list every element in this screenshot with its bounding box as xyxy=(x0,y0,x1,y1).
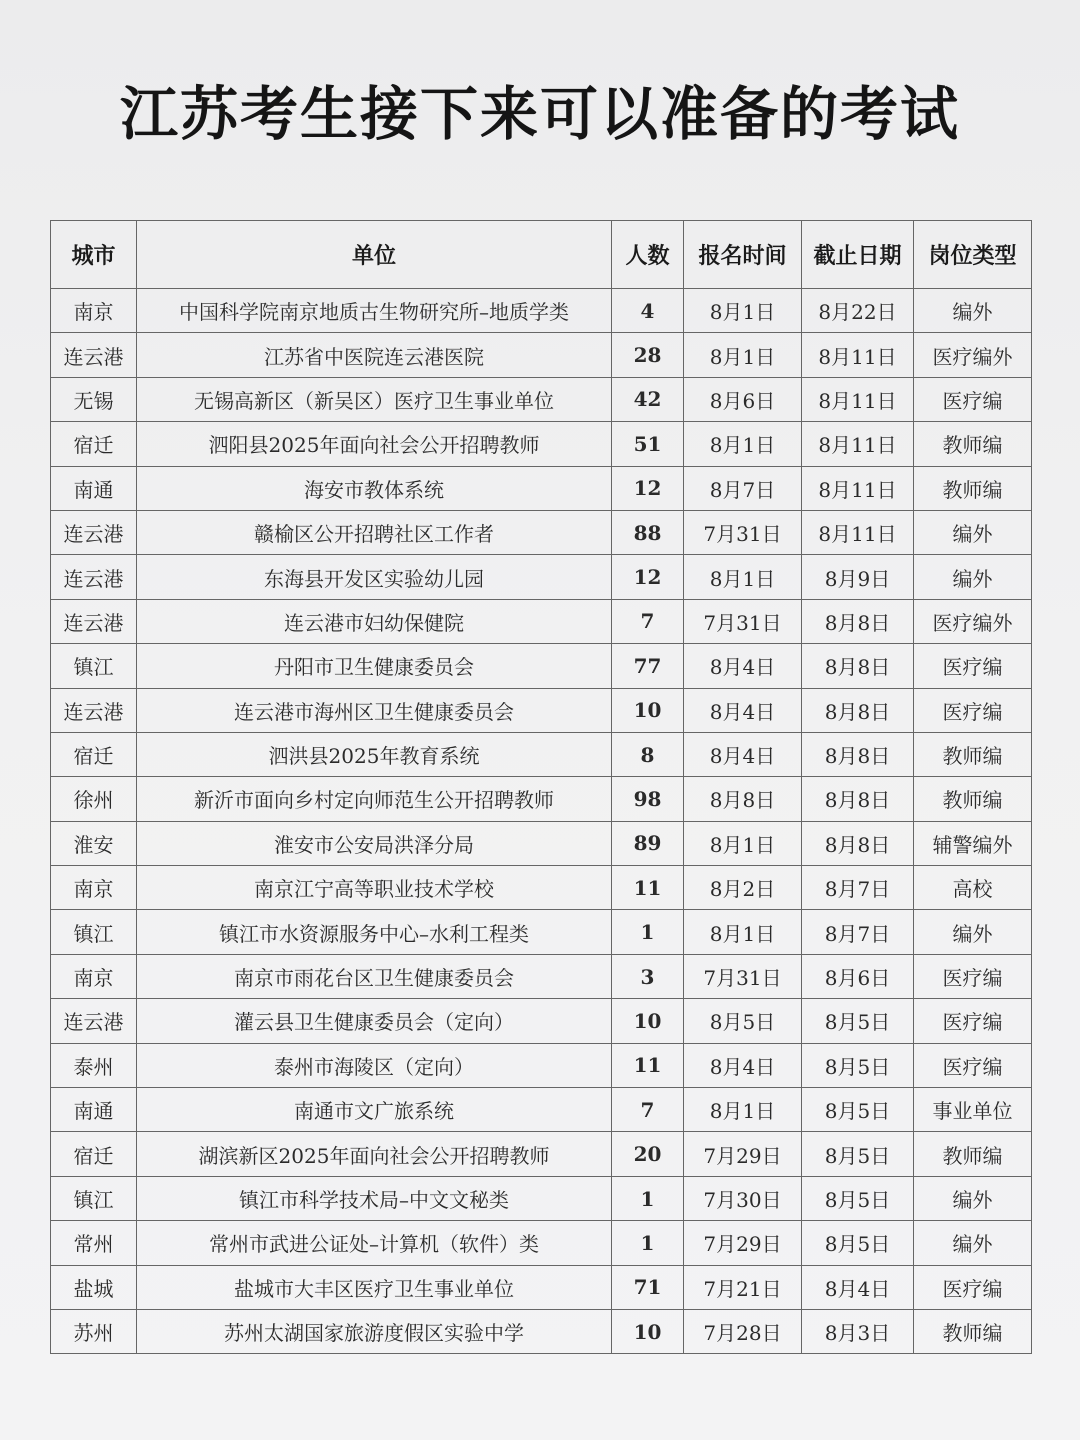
cell-city: 连云港 xyxy=(51,333,137,377)
cell-unit: 连云港市妇幼保健院 xyxy=(137,599,612,643)
cell-registration-date: 7月29日 xyxy=(684,1132,802,1176)
cell-registration-date: 8月8日 xyxy=(684,777,802,821)
cell-city: 南京 xyxy=(51,866,137,910)
cell-unit: 镇江市水资源服务中心–水利工程类 xyxy=(137,910,612,954)
table-row xyxy=(51,1221,1032,1265)
cell-position-type: 医疗编外 xyxy=(914,599,1032,643)
cell-unit: 新沂市面向乡村定向师范生公开招聘教师 xyxy=(137,777,612,821)
cell-count: 12 xyxy=(612,555,684,599)
cell-count: 4 xyxy=(612,289,684,333)
column-header-position-type: 岗位类型 xyxy=(914,221,1032,289)
cell-city: 常州 xyxy=(51,1221,137,1265)
cell-unit: 镇江市科学技术局–中文文秘类 xyxy=(137,1176,612,1220)
column-header-deadline: 截止日期 xyxy=(802,221,914,289)
cell-deadline: 8月9日 xyxy=(802,555,914,599)
column-header-unit: 单位 xyxy=(137,221,612,289)
cell-city: 连云港 xyxy=(51,688,137,732)
cell-deadline: 8月8日 xyxy=(802,732,914,776)
cell-position-type: 教师编 xyxy=(914,1309,1032,1353)
table-body xyxy=(51,289,1032,1354)
column-header-registration-date: 报名时间 xyxy=(684,221,802,289)
cell-count: 89 xyxy=(612,821,684,865)
cell-position-type: 编外 xyxy=(914,555,1032,599)
cell-unit: 连云港市海州区卫生健康委员会 xyxy=(137,688,612,732)
cell-city: 镇江 xyxy=(51,1176,137,1220)
cell-deadline: 8月8日 xyxy=(802,644,914,688)
cell-deadline: 8月7日 xyxy=(802,910,914,954)
cell-registration-date: 7月21日 xyxy=(684,1265,802,1309)
cell-city: 南通 xyxy=(51,1088,137,1132)
cell-registration-date: 8月7日 xyxy=(684,466,802,510)
cell-unit: 江苏省中医院连云港医院 xyxy=(137,333,612,377)
cell-unit: 苏州太湖国家旅游度假区实验中学 xyxy=(137,1309,612,1353)
cell-deadline: 8月4日 xyxy=(802,1265,914,1309)
cell-registration-date: 8月2日 xyxy=(684,866,802,910)
table-row xyxy=(51,1265,1032,1309)
cell-count: 71 xyxy=(612,1265,684,1309)
cell-city: 无锡 xyxy=(51,377,137,421)
cell-city: 连云港 xyxy=(51,599,137,643)
cell-city: 宿迁 xyxy=(51,732,137,776)
cell-position-type: 医疗编 xyxy=(914,644,1032,688)
table-row xyxy=(51,555,1032,599)
cell-position-type: 医疗编 xyxy=(914,688,1032,732)
page-title: 江苏考生接下来可以准备的考试 xyxy=(119,80,960,148)
table-row xyxy=(51,377,1032,421)
cell-deadline: 8月8日 xyxy=(802,821,914,865)
cell-registration-date: 7月31日 xyxy=(684,599,802,643)
table-row xyxy=(51,289,1032,333)
cell-unit: 赣榆区公开招聘社区工作者 xyxy=(137,510,612,554)
cell-registration-date: 8月4日 xyxy=(684,644,802,688)
cell-registration-date: 8月5日 xyxy=(684,999,802,1043)
column-header-count: 人数 xyxy=(612,221,684,289)
cell-position-type: 教师编 xyxy=(914,777,1032,821)
cell-count: 1 xyxy=(612,1221,684,1265)
cell-registration-date: 8月1日 xyxy=(684,289,802,333)
cell-count: 10 xyxy=(612,999,684,1043)
cell-city: 南京 xyxy=(51,289,137,333)
cell-registration-date: 8月1日 xyxy=(684,333,802,377)
cell-registration-date: 7月31日 xyxy=(684,954,802,998)
table-row xyxy=(51,644,1032,688)
table-row xyxy=(51,466,1032,510)
cell-deadline: 8月7日 xyxy=(802,866,914,910)
table-row xyxy=(51,821,1032,865)
cell-registration-date: 8月1日 xyxy=(684,422,802,466)
cell-deadline: 8月8日 xyxy=(802,777,914,821)
cell-count: 11 xyxy=(612,866,684,910)
cell-unit: 无锡高新区（新吴区）医疗卫生事业单位 xyxy=(137,377,612,421)
cell-city: 徐州 xyxy=(51,777,137,821)
cell-unit: 南通市文广旅系统 xyxy=(137,1088,612,1132)
cell-deadline: 8月5日 xyxy=(802,1043,914,1087)
cell-position-type: 编外 xyxy=(914,1176,1032,1220)
cell-city: 南通 xyxy=(51,466,137,510)
cell-count: 42 xyxy=(612,377,684,421)
cell-unit: 南京江宁高等职业技术学校 xyxy=(137,866,612,910)
cell-position-type: 医疗编外 xyxy=(914,333,1032,377)
cell-position-type: 事业单位 xyxy=(914,1088,1032,1132)
table-row xyxy=(51,599,1032,643)
cell-unit: 淮安市公安局洪泽分局 xyxy=(137,821,612,865)
cell-deadline: 8月6日 xyxy=(802,954,914,998)
cell-unit: 灌云县卫生健康委员会（定向） xyxy=(137,999,612,1043)
cell-count: 3 xyxy=(612,954,684,998)
cell-position-type: 辅警编外 xyxy=(914,821,1032,865)
cell-position-type: 高校 xyxy=(914,866,1032,910)
cell-count: 20 xyxy=(612,1132,684,1176)
table-row xyxy=(51,1309,1032,1353)
table-row xyxy=(51,1176,1032,1220)
cell-count: 1 xyxy=(612,1176,684,1220)
table-row xyxy=(51,866,1032,910)
cell-deadline: 8月11日 xyxy=(802,466,914,510)
cell-city: 连云港 xyxy=(51,555,137,599)
cell-deadline: 8月22日 xyxy=(802,289,914,333)
cell-unit: 泗阳县2025年面向社会公开招聘教师 xyxy=(137,422,612,466)
cell-deadline: 8月11日 xyxy=(802,377,914,421)
table-row xyxy=(51,954,1032,998)
cell-registration-date: 8月1日 xyxy=(684,555,802,599)
cell-registration-date: 7月31日 xyxy=(684,510,802,554)
cell-city: 泰州 xyxy=(51,1043,137,1087)
cell-deadline: 8月5日 xyxy=(802,1088,914,1132)
cell-position-type: 编外 xyxy=(914,289,1032,333)
cell-count: 98 xyxy=(612,777,684,821)
cell-city: 宿迁 xyxy=(51,1132,137,1176)
cell-position-type: 教师编 xyxy=(914,422,1032,466)
cell-city: 镇江 xyxy=(51,910,137,954)
cell-city: 盐城 xyxy=(51,1265,137,1309)
cell-count: 10 xyxy=(612,1309,684,1353)
cell-position-type: 编外 xyxy=(914,910,1032,954)
cell-count: 77 xyxy=(612,644,684,688)
cell-deadline: 8月3日 xyxy=(802,1309,914,1353)
cell-registration-date: 7月28日 xyxy=(684,1309,802,1353)
cell-deadline: 8月5日 xyxy=(802,1221,914,1265)
table-row xyxy=(51,777,1032,821)
cell-count: 8 xyxy=(612,732,684,776)
cell-city: 连云港 xyxy=(51,999,137,1043)
cell-city: 宿迁 xyxy=(51,422,137,466)
cell-registration-date: 8月1日 xyxy=(684,1088,802,1132)
table-row xyxy=(51,1088,1032,1132)
table-row xyxy=(51,510,1032,554)
cell-registration-date: 7月30日 xyxy=(684,1176,802,1220)
table-row xyxy=(51,422,1032,466)
cell-count: 88 xyxy=(612,510,684,554)
cell-position-type: 教师编 xyxy=(914,732,1032,776)
cell-unit: 泗洪县2025年教育系统 xyxy=(137,732,612,776)
cell-unit: 湖滨新区2025年面向社会公开招聘教师 xyxy=(137,1132,612,1176)
cell-position-type: 医疗编 xyxy=(914,999,1032,1043)
cell-registration-date: 8月4日 xyxy=(684,732,802,776)
cell-registration-date: 8月4日 xyxy=(684,1043,802,1087)
cell-count: 51 xyxy=(612,422,684,466)
table-row xyxy=(51,1043,1032,1087)
cell-unit: 东海县开发区实验幼儿园 xyxy=(137,555,612,599)
cell-count: 7 xyxy=(612,1088,684,1132)
cell-city: 镇江 xyxy=(51,644,137,688)
cell-position-type: 教师编 xyxy=(914,466,1032,510)
cell-deadline: 8月5日 xyxy=(802,1176,914,1220)
cell-count: 12 xyxy=(612,466,684,510)
cell-deadline: 8月11日 xyxy=(802,333,914,377)
cell-unit: 泰州市海陵区（定向） xyxy=(137,1043,612,1087)
cell-unit: 海安市教体系统 xyxy=(137,466,612,510)
cell-registration-date: 7月29日 xyxy=(684,1221,802,1265)
cell-count: 7 xyxy=(612,599,684,643)
table-row xyxy=(51,333,1032,377)
cell-count: 10 xyxy=(612,688,684,732)
cell-deadline: 8月5日 xyxy=(802,1132,914,1176)
column-header-city: 城市 xyxy=(51,221,137,289)
cell-position-type: 医疗编 xyxy=(914,1265,1032,1309)
cell-deadline: 8月11日 xyxy=(802,510,914,554)
cell-position-type: 编外 xyxy=(914,1221,1032,1265)
cell-city: 苏州 xyxy=(51,1309,137,1353)
cell-unit: 丹阳市卫生健康委员会 xyxy=(137,644,612,688)
cell-position-type: 教师编 xyxy=(914,1132,1032,1176)
table-row xyxy=(51,1132,1032,1176)
cell-registration-date: 8月1日 xyxy=(684,910,802,954)
cell-deadline: 8月11日 xyxy=(802,422,914,466)
cell-count: 28 xyxy=(612,333,684,377)
exam-table xyxy=(50,220,1032,1354)
cell-city: 淮安 xyxy=(51,821,137,865)
table-row xyxy=(51,910,1032,954)
cell-registration-date: 8月4日 xyxy=(684,688,802,732)
cell-deadline: 8月8日 xyxy=(802,688,914,732)
cell-count: 11 xyxy=(612,1043,684,1087)
cell-position-type: 医疗编 xyxy=(914,377,1032,421)
table-row xyxy=(51,732,1032,776)
cell-unit: 盐城市大丰区医疗卫生事业单位 xyxy=(137,1265,612,1309)
cell-position-type: 医疗编 xyxy=(914,954,1032,998)
table-row xyxy=(51,999,1032,1043)
cell-registration-date: 8月6日 xyxy=(684,377,802,421)
cell-city: 南京 xyxy=(51,954,137,998)
cell-unit: 南京市雨花台区卫生健康委员会 xyxy=(137,954,612,998)
cell-position-type: 医疗编 xyxy=(914,1043,1032,1087)
cell-deadline: 8月8日 xyxy=(802,599,914,643)
cell-position-type: 编外 xyxy=(914,510,1032,554)
cell-registration-date: 8月1日 xyxy=(684,821,802,865)
cell-city: 连云港 xyxy=(51,510,137,554)
table-header-row xyxy=(51,221,1032,289)
cell-deadline: 8月5日 xyxy=(802,999,914,1043)
cell-unit: 常州市武进公证处–计算机（软件）类 xyxy=(137,1221,612,1265)
table-row xyxy=(51,688,1032,732)
cell-count: 1 xyxy=(612,910,684,954)
cell-unit: 中国科学院南京地质古生物研究所–地质学类 xyxy=(137,289,612,333)
